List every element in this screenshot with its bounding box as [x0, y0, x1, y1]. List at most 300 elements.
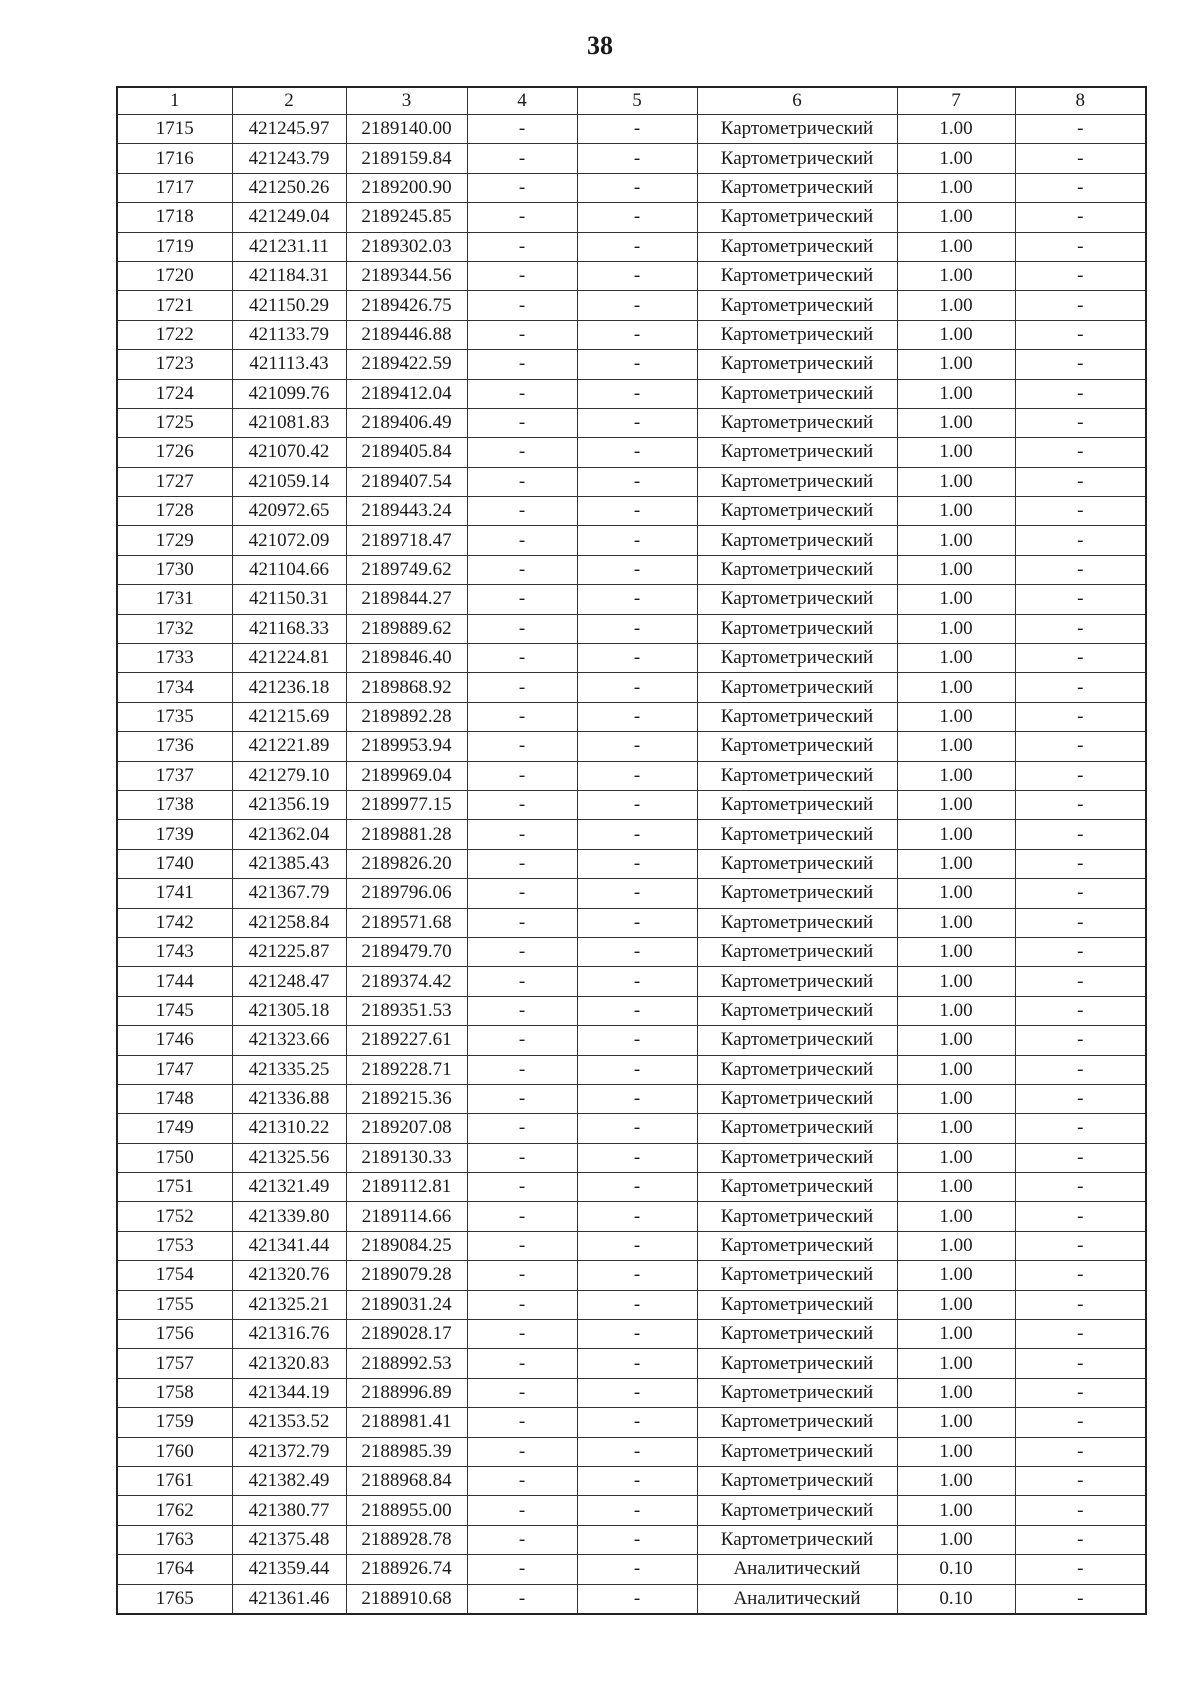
- cell-method: Картометрический: [697, 1320, 897, 1349]
- cell-col-5: -: [577, 820, 697, 849]
- cell-accuracy: 1.00: [897, 614, 1015, 643]
- cell-coord-y: 2189302.03: [346, 232, 467, 261]
- cell-col-4: -: [467, 526, 577, 555]
- table-row: [117, 1320, 1146, 1349]
- cell-point-number: 1716: [117, 144, 232, 173]
- table-row: [117, 291, 1146, 320]
- cell-method: Картометрический: [697, 379, 897, 408]
- cell-coord-y: 2188981.41: [346, 1408, 467, 1437]
- cell-col-8: -: [1015, 1290, 1146, 1319]
- cell-coord-x: 421367.79: [232, 879, 346, 908]
- cell-accuracy: 1.00: [897, 115, 1015, 144]
- cell-coord-x: 421359.44: [232, 1555, 346, 1584]
- cell-point-number: 1742: [117, 908, 232, 937]
- cell-col-8: -: [1015, 497, 1146, 526]
- cell-col-4: -: [467, 261, 577, 290]
- cell-coord-y: 2189130.33: [346, 1143, 467, 1172]
- cell-col-5: -: [577, 585, 697, 614]
- cell-col-8: -: [1015, 732, 1146, 761]
- cell-coord-y: 2188996.89: [346, 1378, 467, 1407]
- cell-coord-x: 421099.76: [232, 379, 346, 408]
- table-row: [117, 1584, 1146, 1614]
- cell-accuracy: 0.10: [897, 1584, 1015, 1614]
- cell-col-5: -: [577, 1290, 697, 1319]
- cell-col-4: -: [467, 291, 577, 320]
- table-row: [117, 497, 1146, 526]
- cell-point-number: 1739: [117, 820, 232, 849]
- table-row: [117, 261, 1146, 290]
- cell-point-number: 1718: [117, 203, 232, 232]
- cell-col-4: -: [467, 497, 577, 526]
- cell-col-5: -: [577, 732, 697, 761]
- cell-col-4: -: [467, 555, 577, 584]
- cell-col-8: -: [1015, 379, 1146, 408]
- cell-point-number: 1759: [117, 1408, 232, 1437]
- cell-accuracy: 1.00: [897, 232, 1015, 261]
- cell-coord-y: 2188926.74: [346, 1555, 467, 1584]
- cell-col-8: -: [1015, 1349, 1146, 1378]
- cell-coord-y: 2188968.84: [346, 1466, 467, 1495]
- cell-coord-x: 421279.10: [232, 761, 346, 790]
- cell-coord-y: 2189426.75: [346, 291, 467, 320]
- cell-point-number: 1753: [117, 1231, 232, 1260]
- cell-col-8: -: [1015, 261, 1146, 290]
- header-row: [117, 87, 1146, 115]
- cell-col-8: -: [1015, 350, 1146, 379]
- cell-coord-y: 2189889.62: [346, 614, 467, 643]
- cell-coord-x: 421133.79: [232, 320, 346, 349]
- cell-accuracy: 1.00: [897, 144, 1015, 173]
- cell-method: Картометрический: [697, 1261, 897, 1290]
- table-row: [117, 1143, 1146, 1172]
- cell-col-4: -: [467, 879, 577, 908]
- cell-coord-x: 421341.44: [232, 1231, 346, 1260]
- cell-coord-y: 2189159.84: [346, 144, 467, 173]
- cell-col-8: -: [1015, 408, 1146, 437]
- cell-coord-x: 421221.89: [232, 732, 346, 761]
- cell-method: Картометрический: [697, 555, 897, 584]
- cell-accuracy: 1.00: [897, 350, 1015, 379]
- column-header-1: 1: [117, 87, 232, 115]
- cell-method: Картометрический: [697, 1496, 897, 1525]
- table-row: [117, 1525, 1146, 1554]
- cell-coord-x: 421310.22: [232, 1114, 346, 1143]
- cell-coord-x: 421353.52: [232, 1408, 346, 1437]
- cell-accuracy: 1.00: [897, 1290, 1015, 1319]
- cell-col-4: -: [467, 1584, 577, 1614]
- cell-point-number: 1736: [117, 732, 232, 761]
- cell-col-4: -: [467, 1143, 577, 1172]
- cell-coord-x: 420972.65: [232, 497, 346, 526]
- cell-method: Картометрический: [697, 1437, 897, 1466]
- page-number: 38: [587, 31, 613, 60]
- cell-col-8: -: [1015, 937, 1146, 966]
- cell-col-4: -: [467, 702, 577, 731]
- cell-method: Картометрический: [697, 261, 897, 290]
- cell-coord-y: 2189114.66: [346, 1202, 467, 1231]
- cell-col-8: -: [1015, 1202, 1146, 1231]
- cell-col-5: -: [577, 1026, 697, 1055]
- cell-method: Картометрический: [697, 173, 897, 202]
- cell-col-5: -: [577, 849, 697, 878]
- cell-coord-x: 421356.19: [232, 790, 346, 819]
- cell-coord-y: 2189112.81: [346, 1173, 467, 1202]
- cell-col-4: -: [467, 1231, 577, 1260]
- cell-coord-y: 2189215.36: [346, 1084, 467, 1113]
- cell-col-4: -: [467, 614, 577, 643]
- cell-coord-x: 421150.31: [232, 585, 346, 614]
- cell-method: Картометрический: [697, 702, 897, 731]
- cell-coord-x: 421361.46: [232, 1584, 346, 1614]
- cell-method: Картометрический: [697, 1055, 897, 1084]
- cell-coord-y: 2189977.15: [346, 790, 467, 819]
- table-row: [117, 614, 1146, 643]
- column-header-8: 8: [1015, 87, 1146, 115]
- cell-coord-x: 421323.66: [232, 1026, 346, 1055]
- table-row: [117, 644, 1146, 673]
- cell-point-number: 1748: [117, 1084, 232, 1113]
- cell-col-4: -: [467, 1408, 577, 1437]
- cell-point-number: 1765: [117, 1584, 232, 1614]
- cell-point-number: 1761: [117, 1466, 232, 1495]
- cell-coord-y: 2189245.85: [346, 203, 467, 232]
- cell-coord-y: 2189446.88: [346, 320, 467, 349]
- cell-coord-y: 2189084.25: [346, 1231, 467, 1260]
- cell-accuracy: 1.00: [897, 1173, 1015, 1202]
- cell-col-4: -: [467, 1320, 577, 1349]
- table-row: [117, 908, 1146, 937]
- cell-accuracy: 1.00: [897, 1408, 1015, 1437]
- cell-col-5: -: [577, 1349, 697, 1378]
- cell-point-number: 1725: [117, 408, 232, 437]
- cell-col-8: -: [1015, 232, 1146, 261]
- column-header-3: 3: [346, 87, 467, 115]
- table-row: [117, 702, 1146, 731]
- table-row: [117, 761, 1146, 790]
- cell-accuracy: 1.00: [897, 1496, 1015, 1525]
- table-row: [117, 879, 1146, 908]
- cell-point-number: 1733: [117, 644, 232, 673]
- cell-accuracy: 1.00: [897, 1320, 1015, 1349]
- cell-method: Картометрический: [697, 438, 897, 467]
- cell-coord-x: 421081.83: [232, 408, 346, 437]
- cell-col-4: -: [467, 144, 577, 173]
- cell-accuracy: 1.00: [897, 497, 1015, 526]
- table-header: [117, 87, 1146, 115]
- cell-accuracy: 1.00: [897, 555, 1015, 584]
- cell-point-number: 1740: [117, 849, 232, 878]
- column-header-7: 7: [897, 87, 1015, 115]
- table-row: [117, 849, 1146, 878]
- cell-accuracy: 1.00: [897, 291, 1015, 320]
- table-row: [117, 1114, 1146, 1143]
- cell-col-8: -: [1015, 644, 1146, 673]
- cell-coord-y: 2189749.62: [346, 555, 467, 584]
- cell-col-4: -: [467, 1437, 577, 1466]
- cell-col-8: -: [1015, 115, 1146, 144]
- cell-accuracy: 1.00: [897, 1202, 1015, 1231]
- cell-coord-x: 421113.43: [232, 350, 346, 379]
- cell-coord-y: 2189351.53: [346, 996, 467, 1025]
- table-row: [117, 1055, 1146, 1084]
- cell-coord-y: 2189405.84: [346, 438, 467, 467]
- cell-col-8: -: [1015, 526, 1146, 555]
- cell-col-5: -: [577, 203, 697, 232]
- cell-point-number: 1717: [117, 173, 232, 202]
- cell-col-4: -: [467, 232, 577, 261]
- table-row: [117, 937, 1146, 966]
- table-row: [117, 1378, 1146, 1407]
- cell-coord-y: 2189031.24: [346, 1290, 467, 1319]
- cell-method: Картометрический: [697, 732, 897, 761]
- cell-point-number: 1729: [117, 526, 232, 555]
- table-row: [117, 1290, 1146, 1319]
- cell-accuracy: 1.00: [897, 1143, 1015, 1172]
- cell-col-8: -: [1015, 320, 1146, 349]
- cell-col-5: -: [577, 144, 697, 173]
- cell-col-8: -: [1015, 1555, 1146, 1584]
- cell-col-4: -: [467, 1496, 577, 1525]
- cell-col-8: -: [1015, 1525, 1146, 1554]
- cell-col-4: -: [467, 761, 577, 790]
- cell-col-5: -: [577, 1466, 697, 1495]
- cell-col-5: -: [577, 879, 697, 908]
- cell-accuracy: 1.00: [897, 1055, 1015, 1084]
- cell-col-5: -: [577, 1084, 697, 1113]
- cell-coord-y: 2189140.00: [346, 115, 467, 144]
- cell-coord-x: 421325.56: [232, 1143, 346, 1172]
- cell-method: Картометрический: [697, 467, 897, 496]
- table-body: [117, 115, 1146, 1614]
- cell-coord-y: 2189344.56: [346, 261, 467, 290]
- cell-col-5: -: [577, 173, 697, 202]
- cell-col-5: -: [577, 673, 697, 702]
- cell-col-4: -: [467, 1290, 577, 1319]
- cell-col-4: -: [467, 1173, 577, 1202]
- cell-col-5: -: [577, 526, 697, 555]
- cell-col-8: -: [1015, 1496, 1146, 1525]
- cell-col-5: -: [577, 1555, 697, 1584]
- cell-point-number: 1719: [117, 232, 232, 261]
- cell-coord-y: 2189868.92: [346, 673, 467, 702]
- cell-accuracy: 1.00: [897, 203, 1015, 232]
- cell-point-number: 1747: [117, 1055, 232, 1084]
- cell-col-4: -: [467, 1114, 577, 1143]
- cell-coord-y: 2189422.59: [346, 350, 467, 379]
- cell-col-5: -: [577, 555, 697, 584]
- cell-coord-y: 2189969.04: [346, 761, 467, 790]
- cell-method: Картометрический: [697, 1143, 897, 1172]
- cell-col-4: -: [467, 408, 577, 437]
- cell-coord-y: 2189571.68: [346, 908, 467, 937]
- cell-coord-y: 2189953.94: [346, 732, 467, 761]
- cell-method: Картометрический: [697, 820, 897, 849]
- cell-method: Картометрический: [697, 320, 897, 349]
- cell-coord-y: 2189443.24: [346, 497, 467, 526]
- cell-point-number: 1728: [117, 497, 232, 526]
- cell-col-5: -: [577, 232, 697, 261]
- cell-col-4: -: [467, 438, 577, 467]
- cell-col-8: -: [1015, 908, 1146, 937]
- cell-col-8: -: [1015, 173, 1146, 202]
- cell-col-5: -: [577, 702, 697, 731]
- cell-method: Картометрический: [697, 291, 897, 320]
- table-row: [117, 1466, 1146, 1495]
- table-row: [117, 967, 1146, 996]
- cell-method: Аналитический: [697, 1584, 897, 1614]
- cell-coord-x: 421372.79: [232, 1437, 346, 1466]
- cell-col-5: -: [577, 1114, 697, 1143]
- cell-col-4: -: [467, 732, 577, 761]
- cell-coord-y: 2189826.20: [346, 849, 467, 878]
- cell-coord-x: 421245.97: [232, 115, 346, 144]
- cell-accuracy: 1.00: [897, 673, 1015, 702]
- cell-col-4: -: [467, 1055, 577, 1084]
- cell-col-5: -: [577, 1261, 697, 1290]
- cell-point-number: 1762: [117, 1496, 232, 1525]
- cell-coord-y: 2189200.90: [346, 173, 467, 202]
- cell-accuracy: 1.00: [897, 879, 1015, 908]
- cell-col-4: -: [467, 937, 577, 966]
- cell-point-number: 1724: [117, 379, 232, 408]
- cell-coord-y: 2189412.04: [346, 379, 467, 408]
- cell-method: Картометрический: [697, 790, 897, 819]
- cell-point-number: 1743: [117, 937, 232, 966]
- cell-method: Картометрический: [697, 879, 897, 908]
- cell-col-5: -: [577, 1525, 697, 1554]
- cell-coord-x: 421215.69: [232, 702, 346, 731]
- cell-col-8: -: [1015, 585, 1146, 614]
- cell-method: Картометрический: [697, 1114, 897, 1143]
- table-row: [117, 467, 1146, 496]
- cell-col-5: -: [577, 408, 697, 437]
- cell-point-number: 1722: [117, 320, 232, 349]
- cell-accuracy: 1.00: [897, 526, 1015, 555]
- cell-col-8: -: [1015, 996, 1146, 1025]
- cell-point-number: 1731: [117, 585, 232, 614]
- cell-point-number: 1758: [117, 1378, 232, 1407]
- cell-coord-y: 2189718.47: [346, 526, 467, 555]
- table-row: [117, 585, 1146, 614]
- table-row: [117, 996, 1146, 1025]
- cell-method: Картометрический: [697, 967, 897, 996]
- cell-method: Картометрический: [697, 1026, 897, 1055]
- cell-method: Картометрический: [697, 203, 897, 232]
- cell-col-5: -: [577, 1055, 697, 1084]
- cell-method: Картометрический: [697, 614, 897, 643]
- cell-accuracy: 1.00: [897, 1084, 1015, 1113]
- cell-accuracy: 1.00: [897, 261, 1015, 290]
- cell-method: Картометрический: [697, 1466, 897, 1495]
- cell-point-number: 1726: [117, 438, 232, 467]
- cell-col-4: -: [467, 1525, 577, 1554]
- table-row: [117, 232, 1146, 261]
- cell-point-number: 1756: [117, 1320, 232, 1349]
- cell-coord-y: 2189881.28: [346, 820, 467, 849]
- cell-accuracy: 1.00: [897, 849, 1015, 878]
- cell-accuracy: 1.00: [897, 1114, 1015, 1143]
- cell-coord-x: 421243.79: [232, 144, 346, 173]
- cell-coord-y: 2188985.39: [346, 1437, 467, 1466]
- cell-point-number: 1757: [117, 1349, 232, 1378]
- cell-method: Картометрический: [697, 497, 897, 526]
- cell-coord-x: 421375.48: [232, 1525, 346, 1554]
- cell-method: Картометрический: [697, 1408, 897, 1437]
- cell-method: Картометрический: [697, 937, 897, 966]
- column-header-6: 6: [697, 87, 897, 115]
- cell-accuracy: 1.00: [897, 937, 1015, 966]
- cell-col-4: -: [467, 320, 577, 349]
- cell-point-number: 1750: [117, 1143, 232, 1172]
- cell-coord-x: 421258.84: [232, 908, 346, 937]
- cell-col-5: -: [577, 261, 697, 290]
- cell-coord-y: 2189846.40: [346, 644, 467, 673]
- cell-col-5: -: [577, 1231, 697, 1260]
- cell-col-5: -: [577, 1378, 697, 1407]
- cell-accuracy: 1.00: [897, 644, 1015, 673]
- cell-point-number: 1749: [117, 1114, 232, 1143]
- cell-col-8: -: [1015, 555, 1146, 584]
- cell-col-8: -: [1015, 849, 1146, 878]
- cell-point-number: 1752: [117, 1202, 232, 1231]
- table-row: [117, 1084, 1146, 1113]
- table-row: [117, 1408, 1146, 1437]
- cell-coord-y: 2189079.28: [346, 1261, 467, 1290]
- table-row: [117, 438, 1146, 467]
- cell-col-8: -: [1015, 144, 1146, 173]
- cell-col-4: -: [467, 790, 577, 819]
- cell-col-8: -: [1015, 1055, 1146, 1084]
- cell-point-number: 1732: [117, 614, 232, 643]
- cell-accuracy: 1.00: [897, 790, 1015, 819]
- cell-method: Картометрический: [697, 1290, 897, 1319]
- cell-accuracy: 1.00: [897, 1525, 1015, 1554]
- cell-point-number: 1715: [117, 115, 232, 144]
- cell-col-5: -: [577, 1584, 697, 1614]
- cell-col-5: -: [577, 291, 697, 320]
- cell-method: Картометрический: [697, 232, 897, 261]
- cell-coord-x: 421382.49: [232, 1466, 346, 1495]
- table-row: [117, 555, 1146, 584]
- cell-col-5: -: [577, 996, 697, 1025]
- cell-col-4: -: [467, 1349, 577, 1378]
- cell-coord-y: 2189207.08: [346, 1114, 467, 1143]
- cell-coord-x: 421070.42: [232, 438, 346, 467]
- table-row: [117, 1496, 1146, 1525]
- table-row: [117, 1173, 1146, 1202]
- cell-col-5: -: [577, 1437, 697, 1466]
- cell-method: Картометрический: [697, 908, 897, 937]
- cell-accuracy: 1.00: [897, 732, 1015, 761]
- cell-coord-y: 2189028.17: [346, 1320, 467, 1349]
- table-row: [117, 1349, 1146, 1378]
- cell-accuracy: 1.00: [897, 908, 1015, 937]
- cell-coord-y: 2189227.61: [346, 1026, 467, 1055]
- cell-coord-x: 421168.33: [232, 614, 346, 643]
- cell-col-8: -: [1015, 673, 1146, 702]
- cell-col-5: -: [577, 1496, 697, 1525]
- cell-col-5: -: [577, 379, 697, 408]
- cell-col-5: -: [577, 614, 697, 643]
- cell-accuracy: 1.00: [897, 1261, 1015, 1290]
- cell-col-8: -: [1015, 291, 1146, 320]
- cell-point-number: 1763: [117, 1525, 232, 1554]
- cell-point-number: 1760: [117, 1437, 232, 1466]
- cell-coord-y: 2188928.78: [346, 1525, 467, 1554]
- cell-coord-x: 421320.76: [232, 1261, 346, 1290]
- table-row: [117, 790, 1146, 819]
- table-row: [117, 144, 1146, 173]
